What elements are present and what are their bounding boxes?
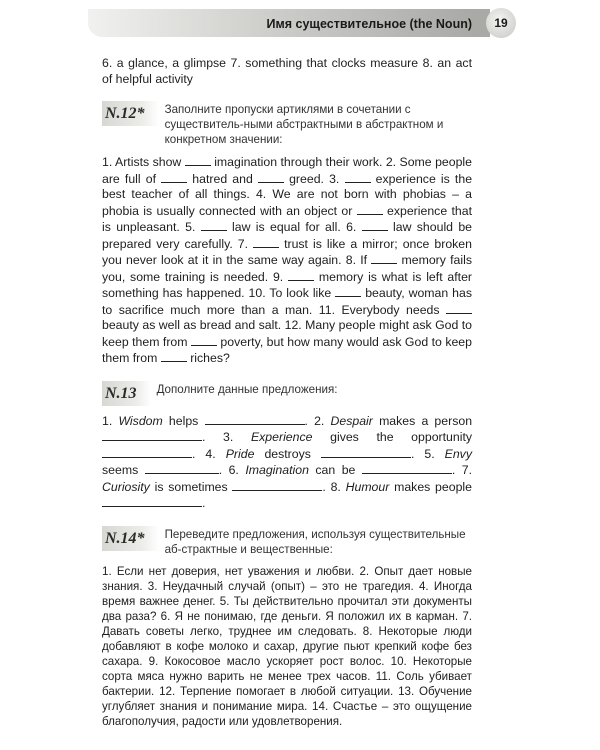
exercise-instruction: Дополните данные предложения: [156, 382, 338, 396]
text-segment: experience that is unpleasant. 5. [102, 203, 473, 234]
text-segment: is sometimes [154, 479, 228, 494]
keyword: Curiosity [102, 479, 150, 494]
text-segment: trust is like a mirror; once broken you never look at it in the same way again. 8. If [102, 236, 472, 267]
blank-10[interactable] [288, 269, 314, 281]
text-segment: hatred and [192, 171, 253, 186]
text-segment: law is equal for all. 6. [232, 220, 357, 234]
text-segment: riches? [190, 351, 230, 365]
text-segment: can be [315, 463, 356, 477]
text-segment: . 8. [322, 479, 341, 494]
blank-12[interactable] [446, 302, 472, 314]
blank-6[interactable] [201, 219, 227, 231]
blank-8[interactable] [253, 236, 279, 248]
blank-14[interactable] [161, 350, 187, 362]
text-segment: memory is what is left after something has happened. 10. To look like [102, 269, 473, 300]
text-segment: . [202, 496, 206, 510]
exercise-instruction: Переведите предложения, используя существительные аб-страктные и вещественные: [164, 527, 466, 556]
text-segment: makes people [394, 479, 472, 494]
text-segment: . 6. [218, 463, 239, 477]
keyword: Humour [345, 479, 390, 494]
chapter-title: Имя существительное (the Noun) [266, 17, 472, 31]
blank-13[interactable] [191, 334, 217, 346]
text-segment: poverty, but how many would ask God to keep them from [102, 334, 472, 365]
exercise-14-text: 1. Если нет доверия, нет уважения и любви. 2. Опыт дает новые знания. 3. Неудачный случай (опыт) – это не трагедия. 4. Иногда время важнее денег. 5. Ты действительно прочитал эти документы два раза? 6. Я не понимаю, где деньги. Я положил их в карман. 7. Давать советы легко, труднее им следовать. 8. Некоторые люди добавляют в кофе молоко и сахар, другие пьют крепкий кофе без сахара. 9. Кокосовое масло ускоряет рост волос. 10. Некоторые сорта мяса нужно варить не менее трех часов. 11. Соль убивает бактерии. 12. Терпение помогает в любой ситуации. 13. Обучение углубляет знания и понимание мира. 14. Счастье – это ощущение благополучия, радости или удовлетворения. [102, 564, 472, 728]
text-segment: beauty as well as bread and salt. 12. Many people might ask God to keep them from [102, 318, 472, 349]
blank-1[interactable] [205, 413, 305, 425]
intro-text: 6. a glance, a glimpse 7. something that clocks measure 8. an act of helpful activity [102, 56, 472, 86]
exercise-13-text [102, 413, 472, 512]
blank-4[interactable] [321, 446, 411, 458]
blank-6[interactable] [362, 462, 452, 474]
blank-2[interactable] [102, 429, 202, 441]
text-segment: 1. [102, 413, 113, 428]
text-segment: beauty, woman has to sacrifice much more than a man. 11. Everybody needs [102, 286, 472, 317]
exercise-12-header [102, 101, 472, 147]
blank-7[interactable] [232, 479, 322, 491]
text-segment: . 7. [451, 463, 473, 477]
blank-2[interactable] [161, 171, 187, 183]
text-segment: greed. 3. [289, 171, 340, 186]
text-segment: . 4. [192, 446, 216, 461]
blank-3[interactable] [258, 171, 284, 183]
exercise-14-header [102, 526, 472, 557]
keyword: Despair [330, 413, 373, 428]
text-segment: seems [102, 463, 139, 477]
text-segment: destroys [264, 446, 311, 461]
text-segment: memory fails you, some training is needed. 9. [102, 253, 473, 284]
exercise-12-text [102, 154, 472, 367]
text-segment: imagination through their work. 2. Some people are full of [102, 155, 472, 186]
text-segment: makes a person [379, 413, 473, 428]
text-segment: gives the opportunity [330, 430, 473, 444]
keyword: Envy [444, 446, 472, 461]
keyword: Wisdom [118, 413, 163, 428]
keyword: Pride [225, 446, 255, 461]
page-number: 19 [486, 8, 516, 38]
blank-3[interactable] [102, 446, 192, 458]
keyword: Imagination [245, 463, 309, 477]
text-segment: . 2. [304, 413, 325, 428]
blank-1[interactable] [185, 154, 211, 166]
text-segment: . 5. [410, 446, 435, 461]
exercise-instruction: Заполните пропуски артиклями в сочетании с существитель-ными абстрактными в абстрактном и конкретном значении: [164, 103, 444, 146]
text-segment: law should be prepared very carefully. 7. [102, 220, 473, 251]
text-segment: 1. Artists show [102, 155, 182, 169]
blank-8[interactable] [102, 495, 202, 507]
blank-7[interactable] [362, 219, 388, 231]
blank-5[interactable] [357, 203, 383, 215]
exercise-number: N.14* [102, 526, 159, 551]
text-segment: . 3. [202, 430, 234, 444]
exercise-number: N.12* [102, 101, 159, 126]
blank-4[interactable] [345, 171, 371, 183]
blank-11[interactable] [335, 285, 361, 297]
text-segment: helps [168, 413, 199, 428]
blank-9[interactable] [371, 252, 397, 264]
page-content [102, 56, 472, 729]
blank-5[interactable] [145, 462, 219, 474]
exercise-number: N.13 [102, 381, 151, 406]
text-segment: experience is the best teacher of all things. 4. We are not born with phobias – a phobia is usually connected with an object or [102, 171, 473, 218]
exercise-13-header [102, 381, 472, 406]
keyword: Experience [250, 430, 313, 444]
